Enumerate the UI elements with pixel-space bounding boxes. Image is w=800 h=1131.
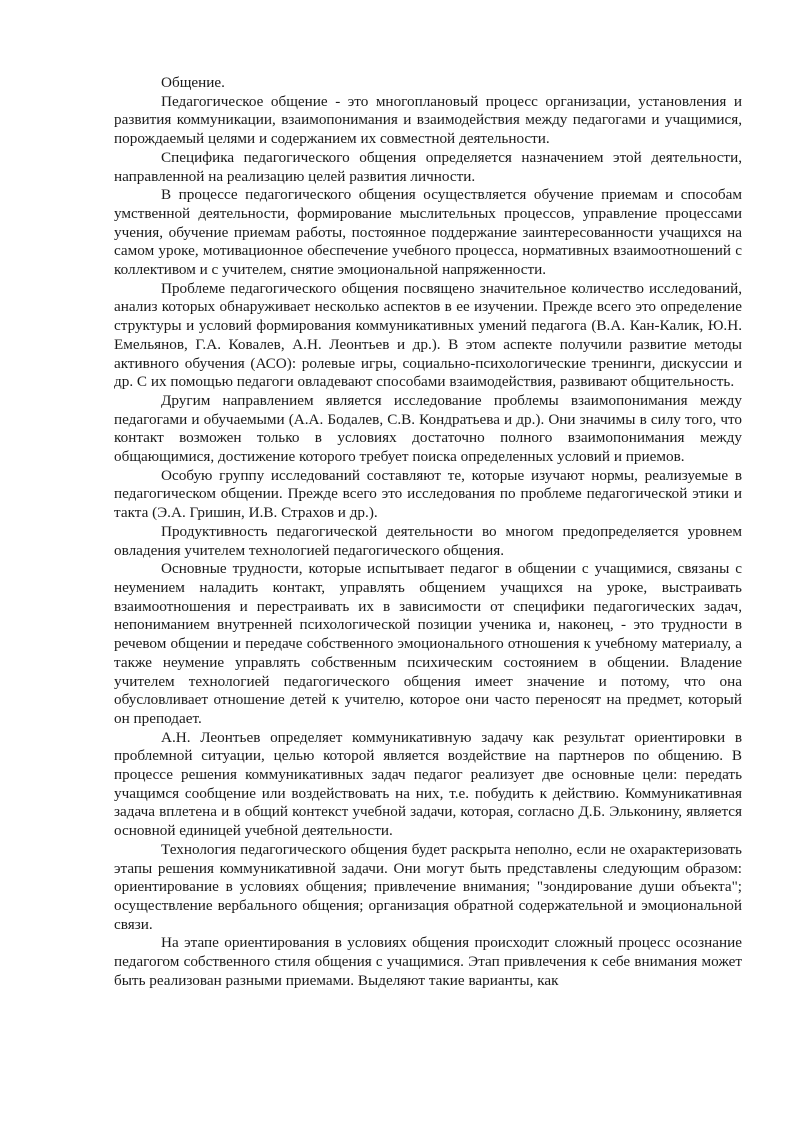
- paragraph-9: А.Н. Леонтьев определяет коммуникативную задачу как результат ориентировки в проблемной ситуации, целью которой является воздействие на партнеров по общению. В процессе решения коммуникативных задач педагог реализует две основные цели: передать учащимся сообщение или воздействовать на них, т.е. побудить к действию. Коммуникативная задача вплетена и в общий контекст учебной задачи, которая, согласно Д.Б. Эльконину, является основной единицей учебной деятельности.: [114, 728, 742, 840]
- paragraph-8: Основные трудности, которые испытывает педагог в общении с учащимися, связаны с неумением наладить контакт, управлять общением учащихся на уроке, выстраивать взаимоотношения и перестраивать их в зависимости от специфики педагогических задач, непониманием внутренней психологической позиции ученика и, наконец, - это трудности в речевом общении и передаче собственного эмоционального отношения к учебному материалу, а также неумение управлять собственным психическим состоянием в общении. Владение учителем технологией педагогического общения имеет значение и потому, что она обусловливает отношение детей к учителю, которое они часто переносят на предмет, который он преподает.: [114, 560, 742, 727]
- paragraph-6: Особую группу исследований составляют те, которые изучают нормы, реализуемые в педагогическом общении. Прежде всего это исследования по проблеме педагогической этики и такта (Э.А. Гришин, И.В. Страхов и др.).: [114, 466, 742, 522]
- paragraph-10: Технология педагогического общения будет раскрыта неполно, если не охарактеризовать этапы решения коммуникативной задачи. Они могут быть представлены следующим образом: ориентирование в условиях общения; привлечение внимания; "зондирование души объекта"; осуществление вербального общения; организация обратной содержательной и эмоциональной связи.: [114, 840, 742, 933]
- paragraph-1: Педагогическое общение - это многоплановый процесс организации, установления и развития коммуникации, взаимопонимания и взаимодействия между педагогами и учащимися, порождаемый целями и содержанием их совместной деятельности.: [114, 92, 742, 148]
- paragraph-11: На этапе ориентирования в условиях общения происходит сложный процесс осознание педагогом собственного стиля общения с учащимися. Этап привлечения к себе внимания может быть реализован разными приемами. Выделяют такие варианты, как: [114, 934, 742, 989]
- paragraph-7: Продуктивность педагогической деятельности во многом предопределяется уровнем овладения учителем технологией педагогического общения.: [114, 522, 742, 559]
- paragraph-4: Проблеме педагогического общения посвящено значительное количество исследований, анализ которых обнаруживает несколько аспектов в ее изучении. Прежде всего это определение структуры и условий формирования коммуникативных умений педагога (В.А. Кан-Калик, Ю.Н. Емельянов, Г.А. Ковалев, А.Н. Леонтьев и др.). В этом аспекте получили развитие методы активного обучения (АСО): ролевые игры, социально-психологические тренинги, дискуссии и др. С их помощью педагоги овладевают способами взаимодействия, развивают общительность.: [114, 279, 742, 391]
- paragraph-3: В процессе педагогического общения осуществляется обучение приемам и способам умственной деятельности, формирование мыслительных процессов, управление процессами учения, обучение приемам работы, постоянное поддержание заинтересованности учащихся на самом уроке, мотивационное обеспечение учебного процесса, нормативных взаимоотношений с коллективом и с учителем, снятие эмоциональной напряженности.: [114, 186, 742, 279]
- paragraph-5: Другим направлением является исследование проблемы взаимопонимания между педагогами и обучаемыми (А.А. Бодалев, С.В. Кондратьева и др.). Они значимы в силу того, что контакт возможен только в условиях достаточно полного взаимопонимания между общающимися, достижение которого требует поиска определенных условий и приемов.: [114, 391, 742, 466]
- document-body: [114, 74, 742, 990]
- paragraph-2: Специфика педагогического общения определяется назначением этой деятельности, направленной на реализацию целей развития личности.: [114, 148, 742, 185]
- section-heading: Общение.: [161, 74, 225, 91]
